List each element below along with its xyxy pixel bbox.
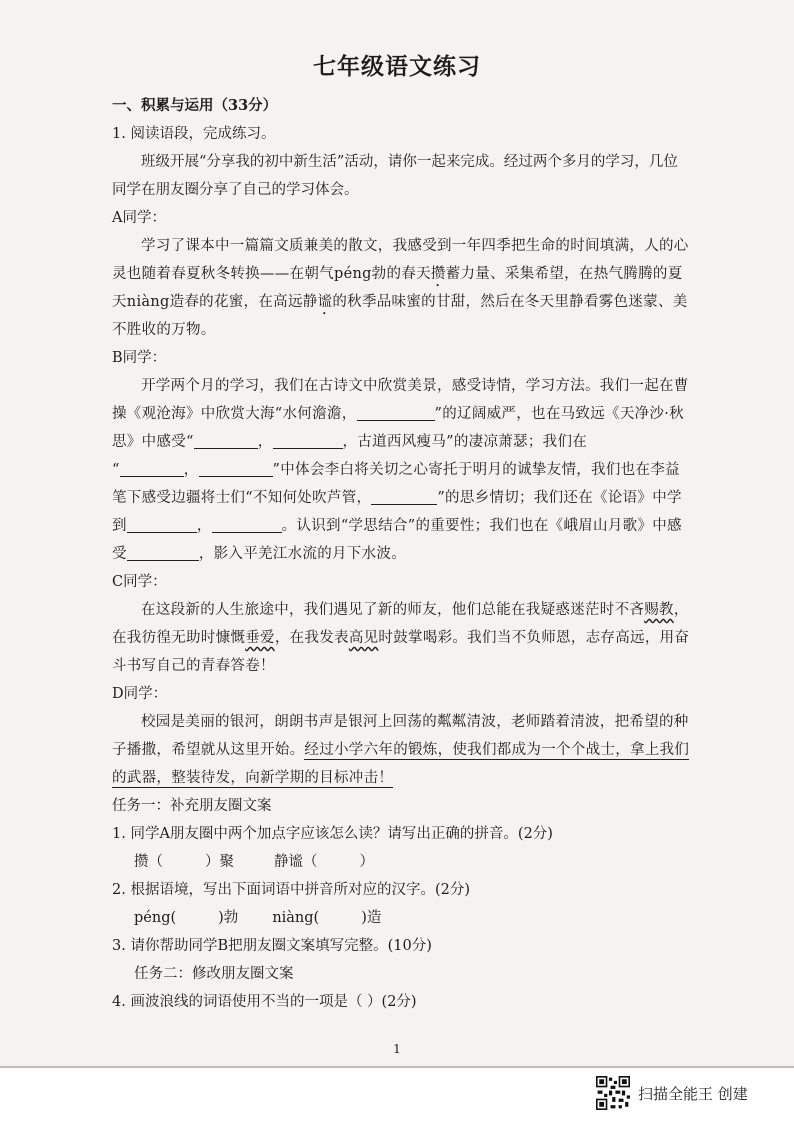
b-text: 受 bbox=[112, 546, 127, 562]
a-line-3-part: 天niàng造春的花蜜，在高远静 bbox=[112, 294, 318, 310]
answer-prompt: )造 bbox=[361, 910, 382, 926]
answer-blank[interactable] bbox=[273, 432, 343, 449]
c-line-2 bbox=[112, 624, 690, 652]
b-line-3 bbox=[112, 428, 687, 456]
task-1-heading: 任务一：补充朋友圈文案 bbox=[112, 798, 272, 814]
b-text: 笔下感受边疆将士们“不知何处吹芦管， bbox=[112, 490, 372, 506]
b-text: ”中体会李白将关切之心寄托于明月的诚挚友情，我们也在李益 bbox=[272, 462, 680, 478]
task1-question-1-answers bbox=[112, 848, 687, 876]
d-text: 子播撒，希望就从这里开始。 bbox=[112, 742, 305, 758]
b-line-5 bbox=[112, 484, 687, 512]
c-line-3: 斗书写自己的青春答卷！ bbox=[112, 658, 275, 674]
b-text: ，古道西风瘦马”的凄凉萧瑟；我们在 bbox=[342, 434, 588, 450]
page-title: 七年级语文练习 bbox=[313, 53, 481, 80]
answer-blank[interactable] bbox=[199, 460, 273, 477]
b-line-6 bbox=[112, 512, 687, 540]
qr-code-icon bbox=[596, 1076, 630, 1110]
answer-blank[interactable] bbox=[371, 488, 437, 505]
b-line-4 bbox=[112, 456, 687, 484]
b-text: ”的思乡情切；我们还在《论语》中学 bbox=[437, 490, 682, 506]
c-text: 在我彷徨无助时慷慨 bbox=[112, 630, 246, 646]
b-text: ， bbox=[257, 434, 273, 450]
intro-line-1: 班级开展“分享我的初中新生活”活动，请你一起来完成。经过两个多月的学习，几位 bbox=[141, 154, 678, 170]
c-text: 时鼓掌喝彩。我们当不负师恩，志存高远，用奋 bbox=[378, 630, 690, 646]
a-line-4: 不胜收的万物。 bbox=[112, 322, 216, 338]
a-line-3 bbox=[112, 288, 687, 316]
b-line-1: 开学两个月的学习，我们在古诗文中欣赏美景，感受诗情，学习方法。我们一起在曹 bbox=[141, 378, 689, 394]
c-text: ， bbox=[673, 602, 689, 618]
d-line-2 bbox=[112, 736, 690, 764]
wavy-word-gaojian: 高见 bbox=[348, 630, 379, 646]
wavy-word-chuiai: 垂爱 bbox=[245, 630, 275, 646]
watermark-text: 扫描全能王 创建 bbox=[638, 1084, 748, 1103]
answer-blank[interactable] bbox=[127, 544, 199, 561]
answer-blank[interactable] bbox=[212, 516, 282, 533]
dotted-char-mi: 谧 bbox=[317, 294, 333, 310]
c-text: 在这段新的人生旅途中，我们遇见了新的师友，他们总能在我疑惑迷茫时不吝 bbox=[141, 602, 645, 618]
answer-prompt: ） bbox=[359, 854, 374, 870]
student-d-label: D同学： bbox=[112, 686, 168, 702]
answer-prompt: niàng( bbox=[272, 910, 320, 926]
b-text: “ bbox=[112, 462, 120, 478]
a-line-2-part: 灵也随着春夏秋冬转换——在朝气péng勃的春天 bbox=[112, 266, 431, 282]
scanner-watermark bbox=[596, 1075, 748, 1111]
task-2-heading: 任务二：修改朋友圈文案 bbox=[134, 966, 294, 982]
section-heading: 一、积累与运用（33分） bbox=[112, 97, 278, 114]
answer-prompt: 攒（ bbox=[134, 854, 163, 870]
b-text: 。认识到“学思结合”的重要性；我们也在《峨眉山月歌》中感 bbox=[281, 518, 682, 534]
task1-question-1: 1. 同学A朋友圈中两个加点字应该怎么读？请写出正确的拼音。(2分) bbox=[112, 826, 553, 842]
b-text: ，影入平羌江水流的月下水波。 bbox=[198, 546, 407, 562]
dotted-char-zan: 攒 bbox=[430, 266, 446, 282]
task1-question-2-answers bbox=[112, 904, 687, 932]
underlined-sentence: 的武器，整装待发，向新学期的目标冲击！ bbox=[112, 770, 394, 786]
intro-line-2: 同学在朋友圈分享了自己的学习体会。 bbox=[112, 182, 359, 198]
b-text: 操《观沧海》中欣赏大海“水何澹澹， bbox=[112, 406, 357, 422]
answer-blank[interactable] bbox=[194, 432, 258, 449]
underlined-sentence: 经过小学六年的锻炼，使我们都成为一个个战士，拿上我们 bbox=[304, 742, 690, 758]
b-text: ”的辽阔威严，也在马致远《天净沙·秋 bbox=[434, 406, 684, 422]
a-line-1: 学习了课本中一篇篇文质兼美的散文，我感受到一年四季把生命的时间填满，人的心 bbox=[141, 238, 689, 254]
answer-prompt: )勃 bbox=[218, 910, 239, 926]
d-line-1: 校园是美丽的银河，朗朗书声是银河上回荡的粼粼清波，老师踏着清波，把希望的种 bbox=[141, 714, 689, 730]
student-c-label: C同学： bbox=[112, 574, 167, 590]
b-line-2 bbox=[112, 400, 687, 428]
answer-prompt: péng( bbox=[134, 910, 177, 926]
exam-content bbox=[112, 92, 690, 1016]
answer-blank[interactable] bbox=[127, 516, 197, 533]
b-text: ， bbox=[196, 518, 212, 534]
b-text: 思》中感受“ bbox=[112, 434, 194, 450]
task1-question-2: 2. 根据语境，写出下面词语中拼音所对应的汉字。(2分) bbox=[112, 882, 470, 898]
wavy-word-cijiao: 赐教 bbox=[644, 602, 674, 618]
question-1: 1. 阅读语段，完成练习。 bbox=[112, 126, 276, 142]
page-number: 1 bbox=[393, 1042, 401, 1056]
student-a-label: A同学： bbox=[112, 210, 166, 226]
b-text: 到 bbox=[112, 518, 127, 534]
answer-blank[interactable] bbox=[120, 460, 184, 477]
a-line-2-part: 蓄力量、采集希望，在热气腾腾的夏 bbox=[445, 266, 683, 282]
c-text: ，在我发表 bbox=[274, 630, 349, 646]
task2-question-4: 4. 画波浪线的词语使用不当的一项是（ ）(2分) bbox=[112, 994, 417, 1010]
c-line-1 bbox=[112, 596, 687, 624]
answer-blank[interactable] bbox=[357, 404, 435, 421]
student-b-label: B同学： bbox=[112, 350, 167, 366]
b-text: ， bbox=[183, 462, 199, 478]
task1-question-3: 3. 请你帮助同学B把朋友圈文案填写完整。(10分) bbox=[112, 938, 432, 954]
a-line-2 bbox=[112, 260, 687, 288]
answer-prompt: ）聚 bbox=[205, 854, 234, 870]
b-line-7 bbox=[112, 540, 687, 568]
answer-prompt: 静谧（ bbox=[274, 854, 318, 870]
d-line-3 bbox=[112, 764, 687, 792]
a-line-3-part: 的秋季品味蜜的甘甜，然后在冬天里静看雾色迷蒙、美 bbox=[332, 294, 688, 310]
